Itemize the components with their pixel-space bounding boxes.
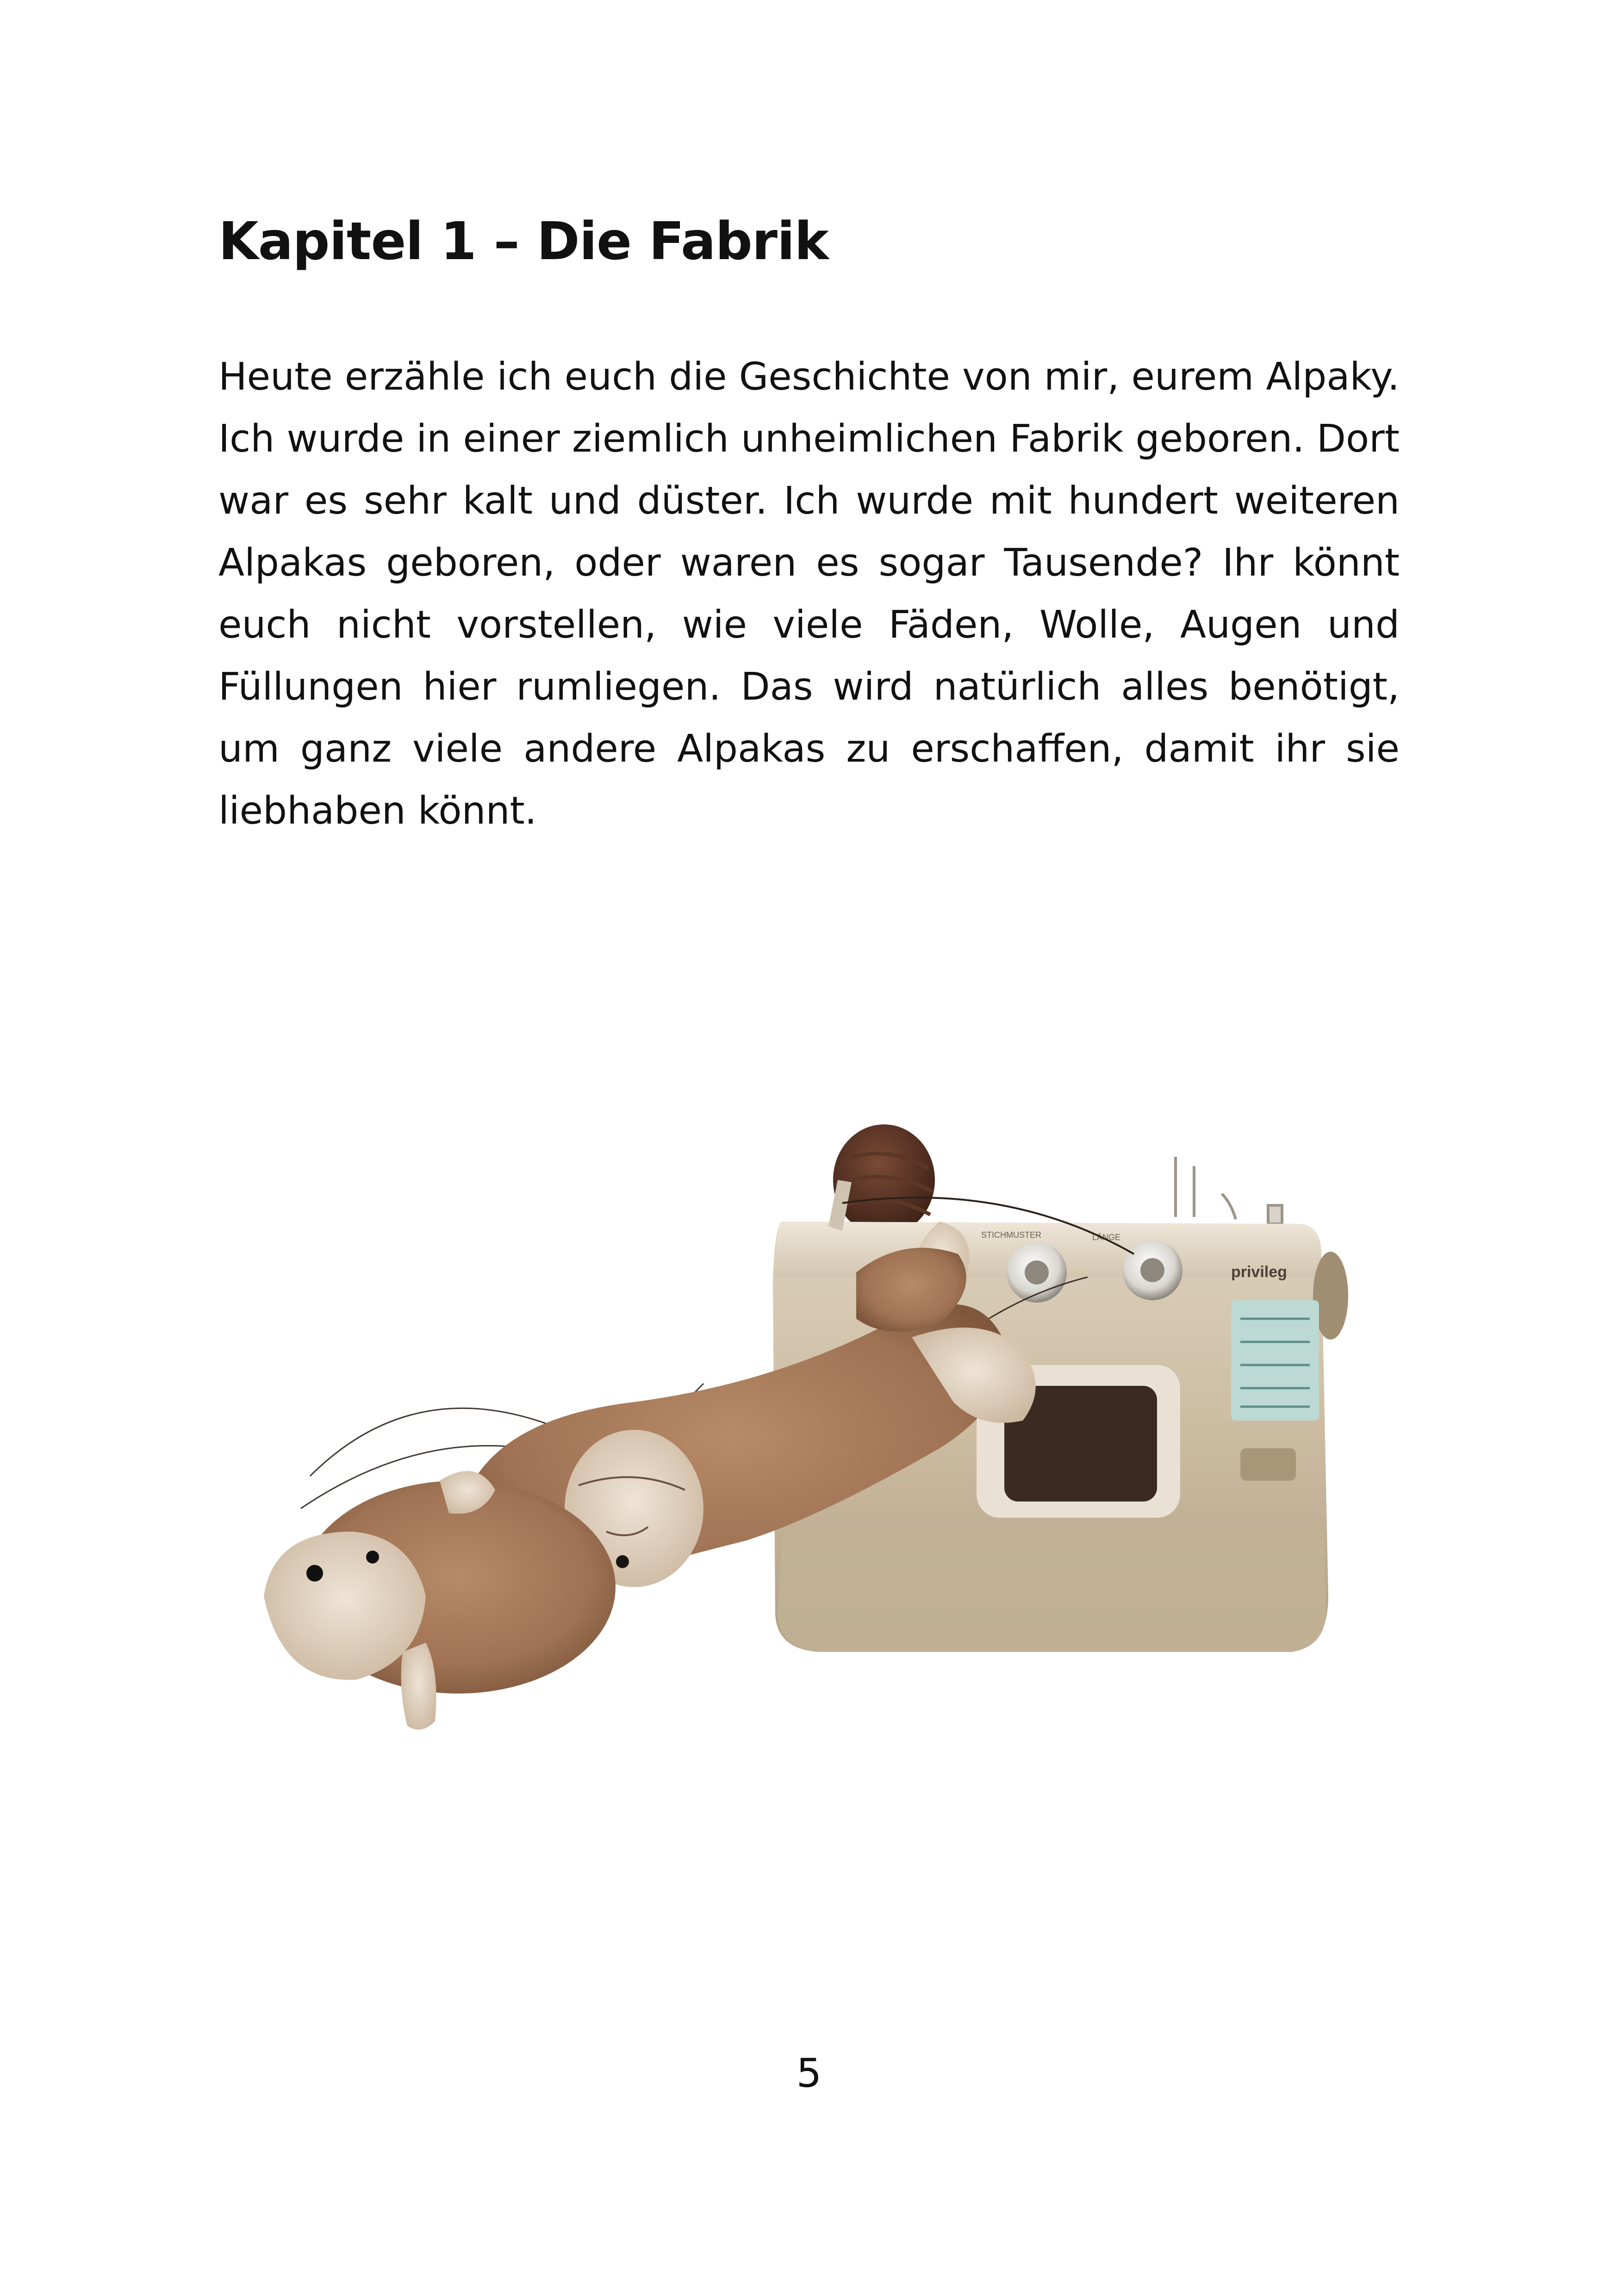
thread-spindles [1176, 1157, 1282, 1224]
reverse-lever [1240, 1448, 1296, 1481]
page-number: 5 [796, 2050, 822, 2097]
stitch-length-label: LÄNGE [1092, 1233, 1121, 1242]
machine-brand-logo: privileg [1231, 1263, 1287, 1281]
chapter-title: Kapitel 1 – Die Fabrik [218, 211, 828, 272]
alpaca-sewing-machine-illustration [218, 1124, 1356, 1786]
stitch-pattern-label: STICHMUSTER [981, 1230, 1041, 1240]
body-paragraph: Heute erzähle ich euch die Geschichte von mir, eurem Alpaky. Ich wurde in einer ziemlich unheimlichen Fabrik geboren. Dort war es sehr kalt und düster. Ich wurde mit hundert weiteren Alpakas geboren, oder waren es sogar Tausende? Ihr könnt euch nicht vorstellen, wie viele Fäden, Wolle, Augen und Füllungen hier rumliegen. Das wird natürlich alles benötigt, um ganz viele andere Alpakas zu erschaffen, damit ihr sie liebhaben könnt. [218, 355, 1400, 833]
yarn-ball [833, 1124, 935, 1235]
